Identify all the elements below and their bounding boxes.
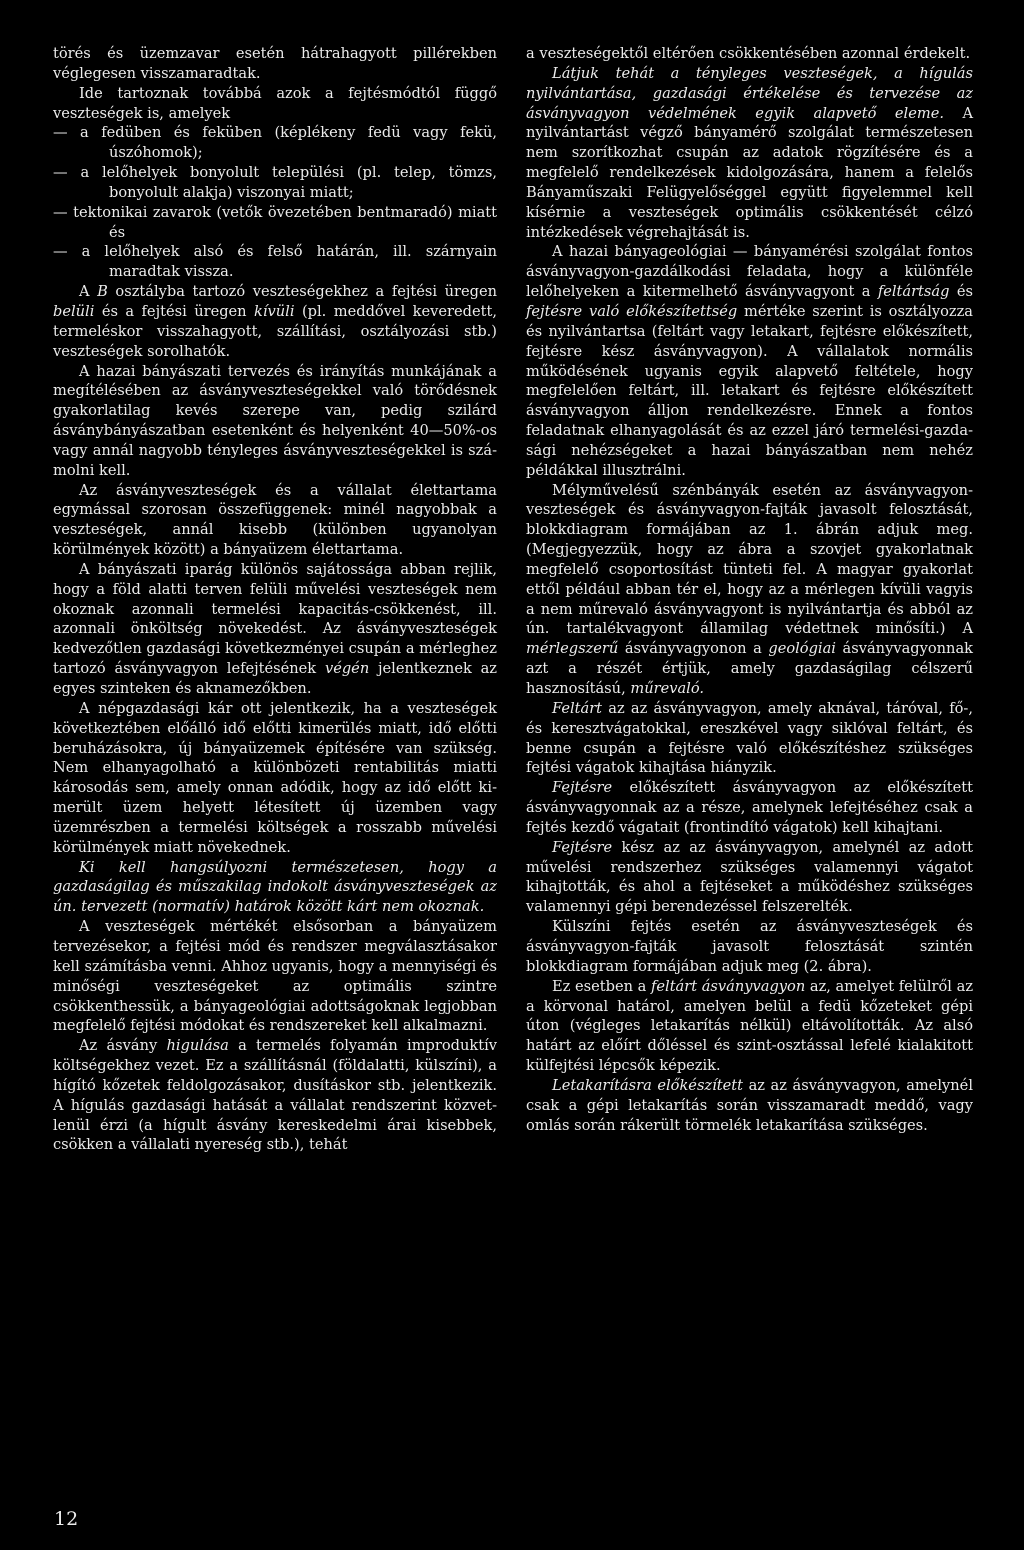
text-run: és [949,283,973,301]
text-run: A hazai bányageológiai — bányamérési szolgálat fontos ásványvagyon-gazdálkodási feladata, hogy a különféle lelőhelyeken a kitermelhető ásványvagyont a [526,243,973,301]
left-text-column [53,44,497,1155]
text-run: előkészített ásványvagyon az előkészített ásványvagyonnak az a része, amelynek lefejtéséhez csak a fejtés kezdő vágatait (frontindító vágatok) kell kihajtani. [526,779,973,836]
text-run: törés és üzemzavar esetén hátrahagyott pillérekben véglegesen visszamaradtak. [53,45,497,82]
text-run: jelentkeznek az egyes szinteken és aknamezőkben. [53,660,497,697]
italic-text-run: feltárt ásványvagyon [650,977,806,995]
text-run: — a lelőhelyek alsó és felső határán, ill. szárnyain maradtak vissza. [53,243,497,281]
italic-text-run: Letakarításra előkészített [552,1076,744,1094]
paragraph [53,242,497,282]
text-run: kész az az ásványvagyon, amelynél az adott művelési rendszerhez szükséges valamennyi vágatot kihajtották, és ahol a fejtéseket a működéshez szükséges valamennyi gépi berendezéssel felszerelték. [526,838,973,916]
paragraph [53,362,497,481]
text-run: ásványvagyonnak azt a részét értjük, amely gazdaságilag célszerű hasznosítású, [526,640,973,697]
paragraph [53,163,497,203]
italic-text-run: B [97,283,108,301]
text-run: A hazai bányászati tervezés és irányítás munkájának a megítélésében az ásványveszteségekkel való törődésnek gyakorlatilag kevés szerepe van, pedig szilárd ásványbányászatban esetenként és helyenként 40—50%-os vagy annál nagyobb tényleges ásványveszteségekkel is számolni kell. [53,362,497,479]
paragraph [53,282,497,361]
text-run: az, amelyet felülről az a körvonal határol, amelyen belül a fedü kőzeteket gépi úton (végleges letakarítás nélkül) eltávolították. Az alsó határt az előírt dőléssel és szint-osztással lefelé kialakitott külfejtési lépcsők képezik. [526,977,974,1075]
text-run: a termelés folyamán improduktív költségekhez vezet. Ez a szállításnál (földalatti, külszíni), a hígító kőzetek feldolgozásakor, dusításkor stb. jelentkezik. A hígulás gazdasági hatását a vállalat rendszerint közvetlenül érzi (a hígult ásvány kereskedelmi árai kisebbek, csökken a vállalati nyereség stb.), tehát [53,1037,497,1154]
text-run: Ide tartoznak továbbá azok a fejtésmódtól függő veszteségek is, amelyek [53,84,497,122]
text-run: Az ásvány [79,1037,167,1055]
italic-text-run: higulása [166,1037,229,1055]
text-run: A veszteségek mértékét elsősorban a bányaüzem tervezésekor, a fejtési mód és rendszer megválasztásakor kell számításba venni. Ahhoz ugyanis, hogy a mennyiségi és minőségi veszteségeket az optimális szintre csökkenthessük, a bányageológiai adottságoknak legjobban megfelelő fejtési módokat és rendszereket kell alkalmazni. [53,918,498,1035]
paragraph [526,838,973,917]
text-run: és a fejtési üregen [94,302,255,320]
italic-text-run: műrevaló. [630,680,704,697]
italic-text-run: Feltárt [552,699,603,717]
italic-text-run: Ki kell hangsúlyozni természetesen, hogy a gazdaságilag és műszakilag indokolt ásványveszteségek az ún. tervezett (normatív) határok között kárt nem okoznak. [53,858,497,916]
paragraph [53,123,497,163]
text-run: A nyilvántartást végző bányamérő szolgálat természetesen nem szorítkozhat csupán az adatok rögzítésére és a megfelelő rendelkezések kidolgozására, hanem a felelős Bányaműszaki Felügyelőséggel együtt figyelemmel kell kísérnie a veszteségek optimális csökkentését célzó intézkedések végrehajtását is. [526,104,973,241]
right-text-column [526,44,973,1135]
text-run: — a fedüben és feküben (képlékeny fedü vagy fekü, úszóhomok); [53,124,497,162]
paragraph [53,481,497,560]
text-run: Mélyművelésű szénbányák esetén az ásványvagyon-veszteségek és ásványvagyon-fajták javasolt felosztását, blokkdiagram formájában az 1. ábrán adjuk meg. (Megjegyezzük, hogy az ábra a szovjet gyakorlatnak megfelelő csoportosítást tünteti fel. A magyar gyakorlat ettől például abban tér el, hogy az a mérlegen kívüli vagyis a nem műrevaló ásványvagyont is nyilvántartja és abból az ún. tartalékvagyont államilag védettnek minősíti.) A [526,481,973,638]
paragraph [53,858,497,918]
italic-text-run: Látjuk tehát a tényleges veszteségek, a hígulás nyilvántartása, gazdasági értékelése és tervezése az ásványvagyon védelmének egyik alapvető eleme. [526,64,973,122]
text-run: az az ásványvagyon, amelynél csak a gépi letakarítás során visszamaradt meddő, vagy omlás során rákerült törmelék letakarítása szükséges. [526,1076,973,1134]
text-run: Az ásványveszteségek és a vállalat élettartama egymással szorosan összefüggenek: minél nagyobbak a veszteségek, annál kisebb (különben ugyanolyan körülmények között) a bányaüzem élettartama. [53,481,497,559]
text-run: Ez esetben a [552,977,651,995]
text-run: Külszíni fejtés esetén az ásványveszteségek és ásványvagyon-fajták javasolt felosztását szintén blokkdiagram formájában adjuk meg (2. ábra). [526,918,973,975]
paragraph [526,64,973,243]
paragraph [526,977,973,1076]
page-number: 12 [54,1508,79,1530]
italic-text-run: kívüli [254,302,295,320]
text-run: osztályba tartozó veszteségekhez a fejtési üregen [107,283,497,301]
text-run: A bányászati iparág különös sajátossága abban rejlik, hogy a föld alatti terven felüli művelési veszteségek nem okoznak azonnali termelési kapacitás-csökkenést, ill. azonnali önköltség növekedést. Az ásványveszteségek kedvezőtlen gazdasági következményei csupán a mérleghez tartozó ásványvagyon lefejtésének [53,560,497,678]
paragraph [53,84,497,124]
paragraph [53,44,497,84]
paragraph [53,203,497,243]
paragraph [526,917,973,977]
text-run: a veszteségektől eltérően csökkentésében azonnal érdekelt. [526,45,971,62]
paragraph [526,481,973,699]
paragraph [526,778,973,838]
text-run: ásványvagyonon a [618,640,769,658]
paragraph [526,699,973,778]
text-run: (pl. meddővel keveredett, termeléskor visszahagyott, szállítási, osztályozási stb.) veszteségek sorolhatók. [53,302,498,360]
italic-text-run: Fejtésre [552,779,613,797]
text-run: — tektonikai zavarok (vetők övezetében bentmaradó) miatt és [53,203,497,241]
italic-text-run: végén [324,660,370,678]
paragraph [53,1036,497,1155]
italic-text-run: feltártság [877,283,950,301]
text-run: — a lelőhelyek bonyolult települési (pl. telep, tömzs, bonyolult alakja) viszonyai miatt; [53,164,497,201]
text-run: mértéke szerint is osztályozza és nyilvántartsa (feltárt vagy letakart, fejtésre előkészített, fejtésre kész ásványvagyon). A vállalatok normális működésének ugyanis egyik alapvető feltétele, hogy megfelelően feltárt, ill. letakart és fejtésre előkészített ásványvagyon álljon rendelkezésre. Ennek a fontos feladatnak elhanyagolását és az ezzel járó termelési-gazdasági nehézségeket a hazai bányászatban nem nehéz példákkal illusztrálni. [526,302,973,479]
paragraph [53,917,497,1036]
italic-text-run: Fejtésre [552,838,613,856]
italic-text-run: fejtésre való előkészítettség [526,302,738,320]
italic-text-run: mérlegszerű [526,640,619,658]
paragraph [526,1076,973,1136]
italic-text-run: geológiai [768,640,836,658]
paragraph [53,699,497,858]
italic-text-run: belüli [53,302,95,320]
text-run: A [79,283,98,301]
paragraph [526,242,973,480]
paragraph [53,560,497,699]
text-run: A népgazdasági kár ott jelentkezik, ha a veszteségek következtében előálló idő előtti kimerülés miatt, idő előtti beruházásokra, új bányaüzemek építésére van szükség. Nem elhanyagolható a különbözeti rentabilitás miatti károsodás sem, amely onnan adódik, hogy az idő előtt kimerült üzem helyett létesített új üzemben vagy üzemrészben a termelési költségek a rosszabb művelési körülmények miatt növekednek. [53,699,497,856]
paragraph [526,44,973,64]
text-run: az az ásványvagyon, amely aknával, táróval, fő-, és keresztvágatokkal, ereszkével vagy siklóval feltárt, és benne csupán a fejtésre való előkészítéshez szükséges fejtési vágatok kihajtása hiányzik. [526,699,973,777]
